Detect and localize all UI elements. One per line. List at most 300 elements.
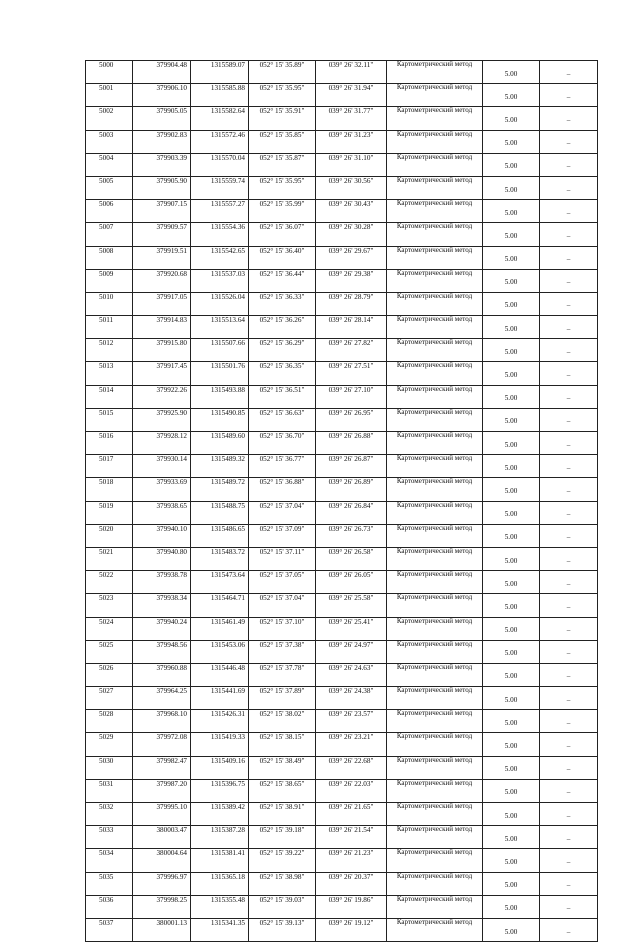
point-number-cell: 5023	[86, 594, 133, 617]
x-coordinate-cell: 379909.57	[133, 223, 191, 246]
x-coordinate-cell: 379982.47	[133, 756, 191, 779]
note-cell: –	[540, 849, 598, 872]
note-cell: –	[540, 710, 598, 733]
table-row	[86, 918, 598, 941]
latitude-cell: 052° 15' 39.03"	[249, 895, 316, 918]
point-number-cell: 5029	[86, 733, 133, 756]
method-cell: Картометрический метод	[387, 385, 483, 408]
longitude-cell: 039° 26' 19.12"	[316, 918, 387, 941]
latitude-cell: 052° 15' 38.98"	[249, 872, 316, 895]
precision-cell: 5.00	[483, 223, 540, 246]
longitude-cell: 039° 26' 30.43"	[316, 200, 387, 223]
precision-cell: 5.00	[483, 316, 540, 339]
y-coordinate-cell: 1315453.06	[191, 640, 249, 663]
x-coordinate-cell: 379902.83	[133, 130, 191, 153]
note-cell: –	[540, 826, 598, 849]
precision-cell: 5.00	[483, 872, 540, 895]
x-coordinate-cell: 379919.51	[133, 246, 191, 269]
precision-cell: 5.00	[483, 524, 540, 547]
method-cell: Картометрический метод	[387, 107, 483, 130]
method-cell: Картометрический метод	[387, 779, 483, 802]
note-cell: –	[540, 640, 598, 663]
x-coordinate-cell: 379920.68	[133, 269, 191, 292]
y-coordinate-cell: 1315355.48	[191, 895, 249, 918]
note-cell: –	[540, 803, 598, 826]
point-number-cell: 5009	[86, 269, 133, 292]
table-row	[86, 316, 598, 339]
method-cell: Картометрический метод	[387, 408, 483, 431]
x-coordinate-cell: 379925.90	[133, 408, 191, 431]
note-cell: –	[540, 316, 598, 339]
note-cell: –	[540, 130, 598, 153]
x-coordinate-cell: 379905.90	[133, 176, 191, 199]
table-row	[86, 200, 598, 223]
x-coordinate-cell: 379998.25	[133, 895, 191, 918]
longitude-cell: 039° 26' 26.73"	[316, 524, 387, 547]
latitude-cell: 052° 15' 38.02"	[249, 710, 316, 733]
longitude-cell: 039° 26' 27.82"	[316, 339, 387, 362]
note-cell: –	[540, 339, 598, 362]
note-cell: –	[540, 524, 598, 547]
longitude-cell: 039° 26' 29.38"	[316, 269, 387, 292]
x-coordinate-cell: 379905.05	[133, 107, 191, 130]
method-cell: Картометрический метод	[387, 733, 483, 756]
y-coordinate-cell: 1315489.72	[191, 478, 249, 501]
method-cell: Картометрический метод	[387, 176, 483, 199]
note-cell: –	[540, 61, 598, 84]
note-cell: –	[540, 478, 598, 501]
y-coordinate-cell: 1315419.33	[191, 733, 249, 756]
x-coordinate-cell: 379972.08	[133, 733, 191, 756]
y-coordinate-cell: 1315542.65	[191, 246, 249, 269]
table-row	[86, 710, 598, 733]
point-number-cell: 5004	[86, 153, 133, 176]
table-row	[86, 223, 598, 246]
table-row	[86, 408, 598, 431]
point-number-cell: 5012	[86, 339, 133, 362]
precision-cell: 5.00	[483, 153, 540, 176]
longitude-cell: 039° 26' 20.37"	[316, 872, 387, 895]
point-number-cell: 5003	[86, 130, 133, 153]
method-cell: Картометрический метод	[387, 316, 483, 339]
longitude-cell: 039° 26' 26.89"	[316, 478, 387, 501]
x-coordinate-cell: 379938.34	[133, 594, 191, 617]
table-row	[86, 663, 598, 686]
y-coordinate-cell: 1315572.46	[191, 130, 249, 153]
precision-cell: 5.00	[483, 478, 540, 501]
note-cell: –	[540, 84, 598, 107]
method-cell: Картометрический метод	[387, 803, 483, 826]
latitude-cell: 052° 15' 36.07"	[249, 223, 316, 246]
point-number-cell: 5007	[86, 223, 133, 246]
precision-cell: 5.00	[483, 385, 540, 408]
table-row	[86, 61, 598, 84]
note-cell: –	[540, 292, 598, 315]
x-coordinate-cell: 379917.05	[133, 292, 191, 315]
longitude-cell: 039° 26' 30.28"	[316, 223, 387, 246]
longitude-cell: 039° 26' 24.38"	[316, 687, 387, 710]
x-coordinate-cell: 379995.10	[133, 803, 191, 826]
latitude-cell: 052° 15' 37.04"	[249, 594, 316, 617]
x-coordinate-cell: 379928.12	[133, 432, 191, 455]
precision-cell: 5.00	[483, 84, 540, 107]
point-number-cell: 5000	[86, 61, 133, 84]
table-row	[86, 733, 598, 756]
method-cell: Картометрический метод	[387, 826, 483, 849]
longitude-cell: 039° 26' 24.97"	[316, 640, 387, 663]
x-coordinate-cell: 379938.78	[133, 571, 191, 594]
precision-cell: 5.00	[483, 803, 540, 826]
longitude-cell: 039° 26' 27.51"	[316, 362, 387, 385]
x-coordinate-cell: 379938.65	[133, 501, 191, 524]
y-coordinate-cell: 1315409.16	[191, 756, 249, 779]
precision-cell: 5.00	[483, 733, 540, 756]
note-cell: –	[540, 107, 598, 130]
longitude-cell: 039° 26' 28.14"	[316, 316, 387, 339]
point-number-cell: 5028	[86, 710, 133, 733]
note-cell: –	[540, 663, 598, 686]
longitude-cell: 039° 26' 23.21"	[316, 733, 387, 756]
x-coordinate-cell: 379933.69	[133, 478, 191, 501]
y-coordinate-cell: 1315441.69	[191, 687, 249, 710]
point-number-cell: 5013	[86, 362, 133, 385]
note-cell: –	[540, 594, 598, 617]
method-cell: Картометрический метод	[387, 432, 483, 455]
y-coordinate-cell: 1315490.85	[191, 408, 249, 431]
table-row	[86, 432, 598, 455]
x-coordinate-cell: 379930.14	[133, 455, 191, 478]
method-cell: Картометрический метод	[387, 524, 483, 547]
longitude-cell: 039° 26' 31.77"	[316, 107, 387, 130]
method-cell: Картометрический метод	[387, 223, 483, 246]
note-cell: –	[540, 455, 598, 478]
y-coordinate-cell: 1315513.64	[191, 316, 249, 339]
longitude-cell: 039° 26' 26.87"	[316, 455, 387, 478]
y-coordinate-cell: 1315341.35	[191, 918, 249, 941]
point-number-cell: 5024	[86, 617, 133, 640]
method-cell: Картометрический метод	[387, 130, 483, 153]
note-cell: –	[540, 432, 598, 455]
y-coordinate-cell: 1315526.04	[191, 292, 249, 315]
note-cell: –	[540, 779, 598, 802]
longitude-cell: 039° 26' 31.23"	[316, 130, 387, 153]
point-number-cell: 5026	[86, 663, 133, 686]
longitude-cell: 039° 26' 25.58"	[316, 594, 387, 617]
latitude-cell: 052° 15' 36.35"	[249, 362, 316, 385]
coordinates-table	[85, 60, 598, 942]
note-cell: –	[540, 362, 598, 385]
precision-cell: 5.00	[483, 826, 540, 849]
y-coordinate-cell: 1315557.27	[191, 200, 249, 223]
table-row	[86, 872, 598, 895]
precision-cell: 5.00	[483, 408, 540, 431]
method-cell: Картометрический метод	[387, 849, 483, 872]
method-cell: Картометрический метод	[387, 640, 483, 663]
x-coordinate-cell: 379940.80	[133, 547, 191, 570]
point-number-cell: 5008	[86, 246, 133, 269]
table-row	[86, 547, 598, 570]
latitude-cell: 052° 15' 37.04"	[249, 501, 316, 524]
method-cell: Картометрический метод	[387, 617, 483, 640]
table-row	[86, 130, 598, 153]
latitude-cell: 052° 15' 36.51"	[249, 385, 316, 408]
y-coordinate-cell: 1315483.72	[191, 547, 249, 570]
y-coordinate-cell: 1315489.60	[191, 432, 249, 455]
latitude-cell: 052° 15' 36.77"	[249, 455, 316, 478]
table-row	[86, 640, 598, 663]
method-cell: Картометрический метод	[387, 61, 483, 84]
table-row	[86, 107, 598, 130]
table-row	[86, 385, 598, 408]
point-number-cell: 5006	[86, 200, 133, 223]
method-cell: Картометрический метод	[387, 895, 483, 918]
note-cell: –	[540, 408, 598, 431]
point-number-cell: 5015	[86, 408, 133, 431]
point-number-cell: 5019	[86, 501, 133, 524]
method-cell: Картометрический метод	[387, 153, 483, 176]
longitude-cell: 039° 26' 26.05"	[316, 571, 387, 594]
x-coordinate-cell: 379968.10	[133, 710, 191, 733]
method-cell: Картометрический метод	[387, 710, 483, 733]
x-coordinate-cell: 379940.10	[133, 524, 191, 547]
method-cell: Картометрический метод	[387, 756, 483, 779]
precision-cell: 5.00	[483, 918, 540, 941]
note-cell: –	[540, 571, 598, 594]
note-cell: –	[540, 153, 598, 176]
table-row	[86, 269, 598, 292]
latitude-cell: 052° 15' 35.95"	[249, 176, 316, 199]
longitude-cell: 039° 26' 27.10"	[316, 385, 387, 408]
point-number-cell: 5010	[86, 292, 133, 315]
longitude-cell: 039° 26' 30.56"	[316, 176, 387, 199]
latitude-cell: 052° 15' 35.87"	[249, 153, 316, 176]
precision-cell: 5.00	[483, 617, 540, 640]
point-number-cell: 5032	[86, 803, 133, 826]
latitude-cell: 052° 15' 37.89"	[249, 687, 316, 710]
table-row	[86, 849, 598, 872]
latitude-cell: 052° 15' 37.05"	[249, 571, 316, 594]
point-number-cell: 5025	[86, 640, 133, 663]
table-row	[86, 478, 598, 501]
latitude-cell: 052° 15' 39.13"	[249, 918, 316, 941]
precision-cell: 5.00	[483, 663, 540, 686]
coordinates-table-body	[86, 61, 598, 942]
point-number-cell: 5031	[86, 779, 133, 802]
point-number-cell: 5017	[86, 455, 133, 478]
y-coordinate-cell: 1315381.41	[191, 849, 249, 872]
method-cell: Картометрический метод	[387, 594, 483, 617]
latitude-cell: 052° 15' 36.29"	[249, 339, 316, 362]
note-cell: –	[540, 895, 598, 918]
latitude-cell: 052° 15' 37.09"	[249, 524, 316, 547]
method-cell: Картометрический метод	[387, 84, 483, 107]
y-coordinate-cell: 1315570.04	[191, 153, 249, 176]
y-coordinate-cell: 1315489.32	[191, 455, 249, 478]
note-cell: –	[540, 733, 598, 756]
x-coordinate-cell: 379914.83	[133, 316, 191, 339]
method-cell: Картометрический метод	[387, 687, 483, 710]
x-coordinate-cell: 379907.15	[133, 200, 191, 223]
precision-cell: 5.00	[483, 269, 540, 292]
table-row	[86, 756, 598, 779]
precision-cell: 5.00	[483, 130, 540, 153]
precision-cell: 5.00	[483, 362, 540, 385]
precision-cell: 5.00	[483, 849, 540, 872]
point-number-cell: 5016	[86, 432, 133, 455]
precision-cell: 5.00	[483, 61, 540, 84]
longitude-cell: 039° 26' 22.03"	[316, 779, 387, 802]
longitude-cell: 039° 26' 21.65"	[316, 803, 387, 826]
method-cell: Картометрический метод	[387, 292, 483, 315]
longitude-cell: 039° 26' 32.11"	[316, 61, 387, 84]
x-coordinate-cell: 379922.26	[133, 385, 191, 408]
point-number-cell: 5034	[86, 849, 133, 872]
y-coordinate-cell: 1315426.31	[191, 710, 249, 733]
longitude-cell: 039° 26' 25.41"	[316, 617, 387, 640]
x-coordinate-cell: 379904.48	[133, 61, 191, 84]
latitude-cell: 052° 15' 35.85"	[249, 130, 316, 153]
y-coordinate-cell: 1315585.88	[191, 84, 249, 107]
x-coordinate-cell: 379996.97	[133, 872, 191, 895]
longitude-cell: 039° 26' 31.10"	[316, 153, 387, 176]
method-cell: Картометрический метод	[387, 872, 483, 895]
longitude-cell: 039° 26' 19.86"	[316, 895, 387, 918]
precision-cell: 5.00	[483, 246, 540, 269]
note-cell: –	[540, 617, 598, 640]
method-cell: Картометрический метод	[387, 269, 483, 292]
table-row	[86, 176, 598, 199]
note-cell: –	[540, 176, 598, 199]
longitude-cell: 039° 26' 29.67"	[316, 246, 387, 269]
note-cell: –	[540, 385, 598, 408]
x-coordinate-cell: 379960.88	[133, 663, 191, 686]
table-row	[86, 594, 598, 617]
note-cell: –	[540, 872, 598, 895]
point-number-cell: 5027	[86, 687, 133, 710]
x-coordinate-cell: 380001.13	[133, 918, 191, 941]
table-row	[86, 339, 598, 362]
table-row	[86, 246, 598, 269]
precision-cell: 5.00	[483, 107, 540, 130]
latitude-cell: 052° 15' 35.99"	[249, 200, 316, 223]
method-cell: Картометрический метод	[387, 918, 483, 941]
table-row	[86, 571, 598, 594]
y-coordinate-cell: 1315464.71	[191, 594, 249, 617]
longitude-cell: 039° 26' 22.68"	[316, 756, 387, 779]
method-cell: Картометрический метод	[387, 200, 483, 223]
y-coordinate-cell: 1315501.76	[191, 362, 249, 385]
x-coordinate-cell: 380003.47	[133, 826, 191, 849]
latitude-cell: 052° 15' 37.11"	[249, 547, 316, 570]
latitude-cell: 052° 15' 38.15"	[249, 733, 316, 756]
note-cell: –	[540, 501, 598, 524]
method-cell: Картометрический метод	[387, 455, 483, 478]
longitude-cell: 039° 26' 21.23"	[316, 849, 387, 872]
precision-cell: 5.00	[483, 779, 540, 802]
table-row	[86, 292, 598, 315]
y-coordinate-cell: 1315582.64	[191, 107, 249, 130]
precision-cell: 5.00	[483, 594, 540, 617]
y-coordinate-cell: 1315589.07	[191, 61, 249, 84]
table-row	[86, 153, 598, 176]
point-number-cell: 5020	[86, 524, 133, 547]
table-row	[86, 687, 598, 710]
x-coordinate-cell: 379987.20	[133, 779, 191, 802]
table-row	[86, 779, 598, 802]
y-coordinate-cell: 1315537.03	[191, 269, 249, 292]
y-coordinate-cell: 1315488.75	[191, 501, 249, 524]
method-cell: Картометрический метод	[387, 501, 483, 524]
table-row	[86, 826, 598, 849]
table-row	[86, 524, 598, 547]
latitude-cell: 052° 15' 37.38"	[249, 640, 316, 663]
method-cell: Картометрический метод	[387, 663, 483, 686]
longitude-cell: 039° 26' 26.88"	[316, 432, 387, 455]
point-number-cell: 5011	[86, 316, 133, 339]
y-coordinate-cell: 1315493.88	[191, 385, 249, 408]
point-number-cell: 5018	[86, 478, 133, 501]
latitude-cell: 052° 15' 36.70"	[249, 432, 316, 455]
precision-cell: 5.00	[483, 640, 540, 663]
latitude-cell: 052° 15' 36.40"	[249, 246, 316, 269]
longitude-cell: 039° 26' 28.79"	[316, 292, 387, 315]
point-number-cell: 5022	[86, 571, 133, 594]
y-coordinate-cell: 1315387.28	[191, 826, 249, 849]
x-coordinate-cell: 379903.39	[133, 153, 191, 176]
x-coordinate-cell: 379948.56	[133, 640, 191, 663]
table-row	[86, 362, 598, 385]
point-number-cell: 5036	[86, 895, 133, 918]
latitude-cell: 052° 15' 36.26"	[249, 316, 316, 339]
y-coordinate-cell: 1315554.36	[191, 223, 249, 246]
longitude-cell: 039° 26' 26.95"	[316, 408, 387, 431]
x-coordinate-cell: 379906.10	[133, 84, 191, 107]
point-number-cell: 5035	[86, 872, 133, 895]
latitude-cell: 052° 15' 36.63"	[249, 408, 316, 431]
point-number-cell: 5005	[86, 176, 133, 199]
y-coordinate-cell: 1315507.66	[191, 339, 249, 362]
precision-cell: 5.00	[483, 687, 540, 710]
note-cell: –	[540, 687, 598, 710]
precision-cell: 5.00	[483, 571, 540, 594]
method-cell: Картометрический метод	[387, 246, 483, 269]
note-cell: –	[540, 756, 598, 779]
x-coordinate-cell: 379940.24	[133, 617, 191, 640]
y-coordinate-cell: 1315461.49	[191, 617, 249, 640]
precision-cell: 5.00	[483, 710, 540, 733]
point-number-cell: 5002	[86, 107, 133, 130]
latitude-cell: 052° 15' 37.10"	[249, 617, 316, 640]
latitude-cell: 052° 15' 36.33"	[249, 292, 316, 315]
latitude-cell: 052° 15' 38.91"	[249, 803, 316, 826]
table-row	[86, 617, 598, 640]
precision-cell: 5.00	[483, 176, 540, 199]
longitude-cell: 039° 26' 31.94"	[316, 84, 387, 107]
precision-cell: 5.00	[483, 339, 540, 362]
longitude-cell: 039° 26' 24.63"	[316, 663, 387, 686]
note-cell: –	[540, 269, 598, 292]
x-coordinate-cell: 380004.64	[133, 849, 191, 872]
precision-cell: 5.00	[483, 756, 540, 779]
x-coordinate-cell: 379915.80	[133, 339, 191, 362]
point-number-cell: 5033	[86, 826, 133, 849]
y-coordinate-cell: 1315559.74	[191, 176, 249, 199]
latitude-cell: 052° 15' 35.91"	[249, 107, 316, 130]
longitude-cell: 039° 26' 23.57"	[316, 710, 387, 733]
latitude-cell: 052° 15' 38.49"	[249, 756, 316, 779]
y-coordinate-cell: 1315473.64	[191, 571, 249, 594]
y-coordinate-cell: 1315446.48	[191, 663, 249, 686]
